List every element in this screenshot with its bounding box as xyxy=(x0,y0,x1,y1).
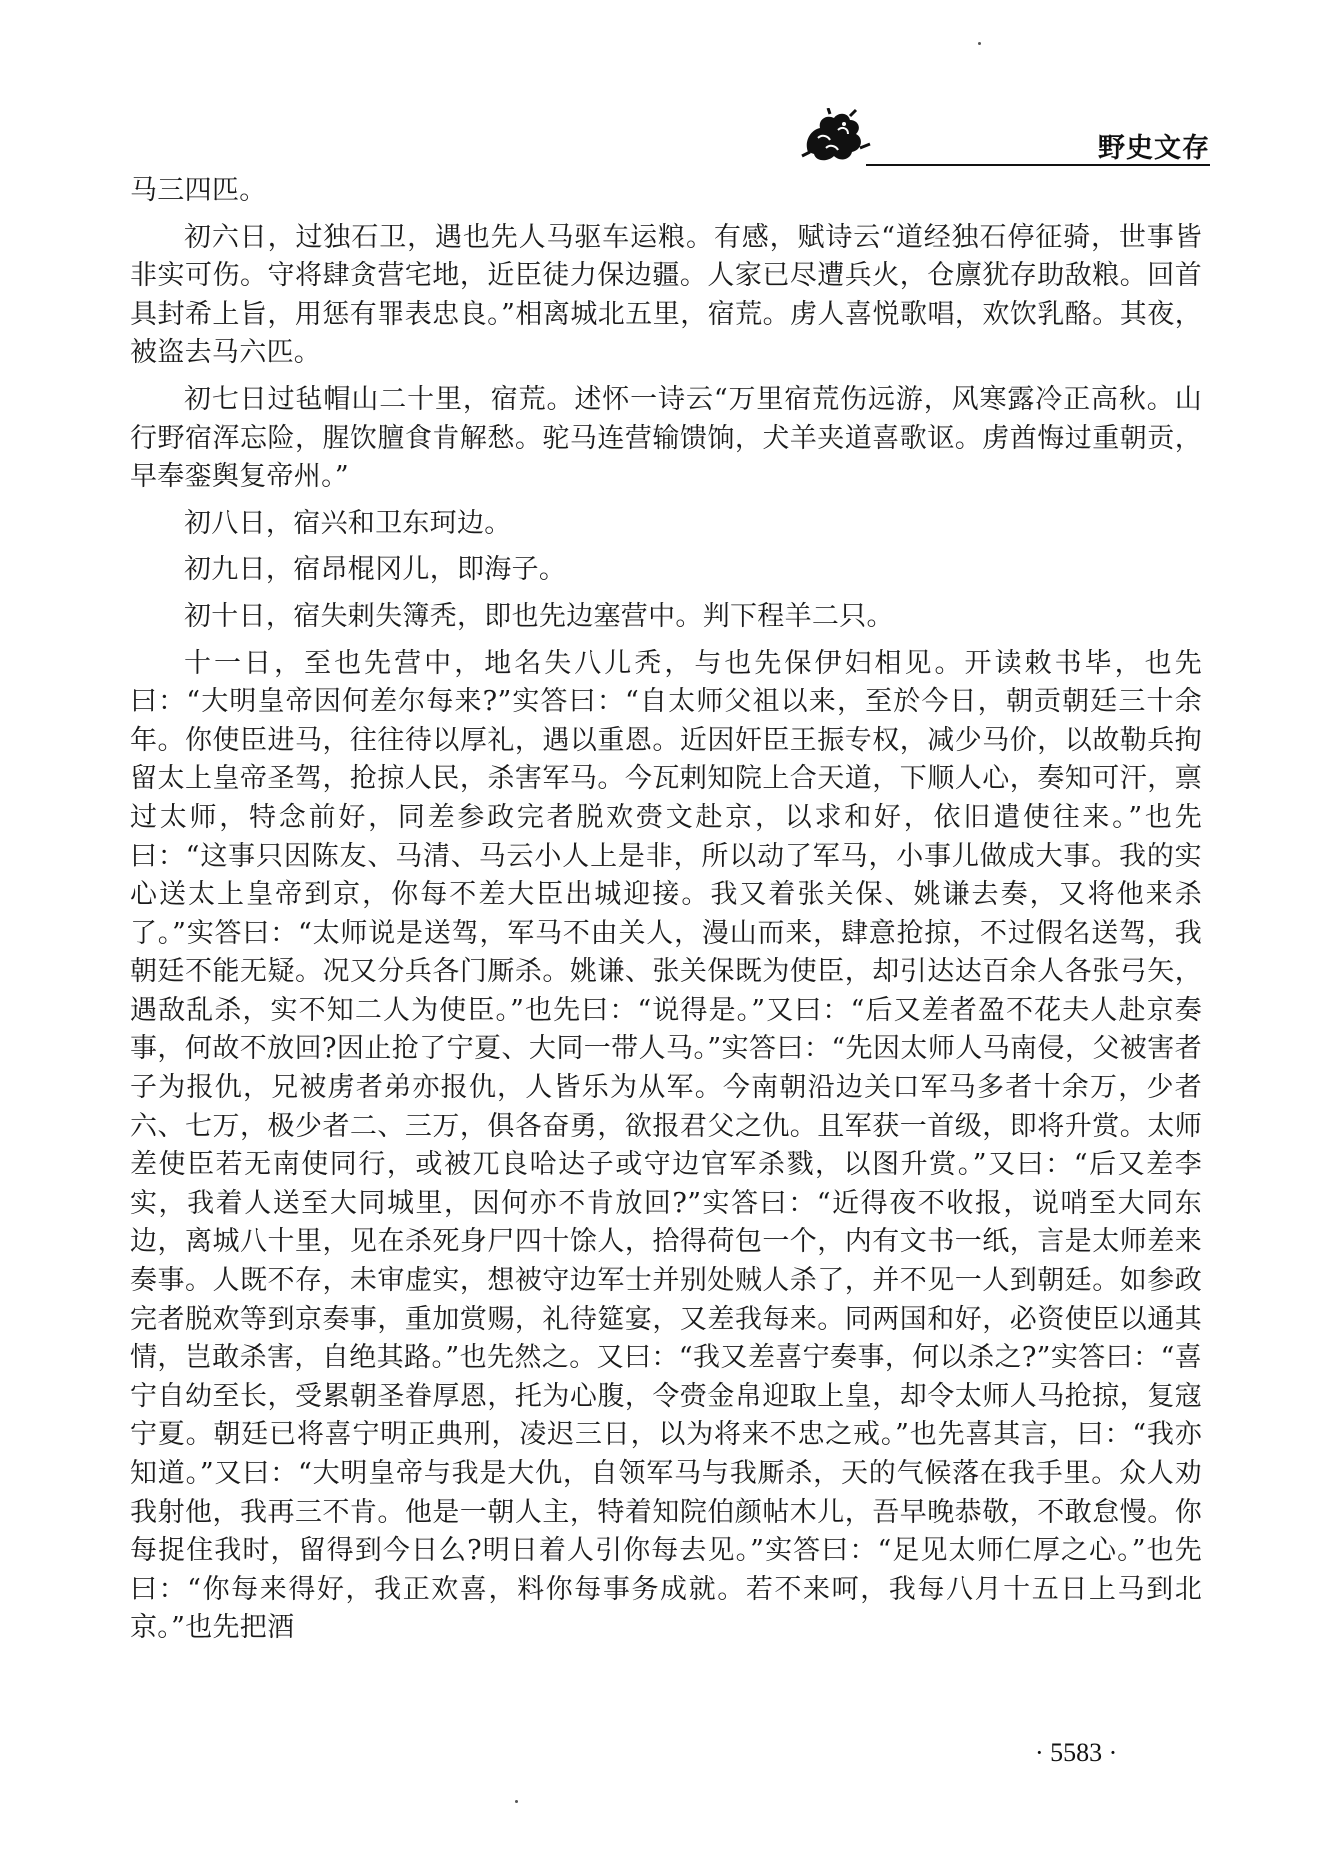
paragraph: 初六日，过独石卫，遇也先人马驱车运粮。有感，赋诗云“道经独石停征骑，世事皆非实可伤。守将肆贪营宅地，近臣徒力保边疆。人家已尽遭兵火，仓廪犹存助敌粮。回首具封希上旨，用惩有罪表忠良。”相离城北五里，宿荒。虏人喜悦歌唱，欢饮乳酪。其夜，被盗去马六匹。 xyxy=(130,221,1202,369)
paragraph: 初七日过毡帽山二十里，宿荒。述怀一诗云“万里宿荒伤远游，风寒露冷正高秋。山行野宿浑忘险，腥饮膻食肯解愁。驼马连营输馈饷，犬羊夹道喜歌讴。虏酋悔过重朝贡，早奉銮舆复帝州。” xyxy=(130,383,1202,493)
paragraph: 十一日，至也先营中，地名失八儿秃，与也先保伊妇相见。开读敕书毕，也先曰：“大明皇帝因何差尔每来?”实答曰：“自太师父祖以来，至於今日，朝贡朝廷三十余年。你使臣进马，往往待以厚礼，遇以重恩。近因奸臣王振专权，减少马价，以故勒兵拘留太上皇帝圣驾，抢掠人民，杀害军马。今瓦剌知院上合天道，下顺人心，奏知可汗，禀过太师，特念前好，同差参政完者脱欢赍文赴京，以求和好，依旧遣使往来。”也先曰：“这事只因陈友、马清、马云小人上是非，所以动了军马，小事儿做成大事。我的实心送太上皇帝到京，你每不差大臣出城迎接。我又着张关保、姚谦去奏，又将他来杀了。”实答曰：“太师说是送驾，军马不由关人，漫山而来，肆意抢掠，不过假名送驾，我朝廷不能无疑。况又分兵各门厮杀。姚谦、张关保既为使臣，却引达达百余人各张弓矢，遇敌乱杀，实不知二人为使臣。”也先曰：“说得是。”又曰：“后又差者盈不花夫人赴京奏事，何故不放回?因止抢了宁夏、大同一带人马。”实答曰：“先因太师人马南侵，父被害者子为报仇，兄被虏者弟亦报仇，人皆乐为从军。今南朝沿边关口军马多者十余万，少者六、七万，极少者二、三万，俱各奋勇，欲报君父之仇。且军获一首级，即将升赏。太师差使臣若无南使同行，或被兀良哈达子或守边官军杀戮，以图升赏。”又曰：“后又差李实，我着人送至大同城里，因何亦不肯放回?”实答曰：“近得夜不收报，说哨至大同东边，离城八十里，见在杀死身尸四十馀人，拾得荷包一个，内有文书一纸，言是太师差来奏事。人既不存，未审虚实，想被守边军士并别处贼人杀了，并不见一人到朝廷。如参政完者脱欢等到京奏事，重加赏赐，礼待筵宴，又差我每来。同两国和好，必资使臣以通其情，岂敢杀害，自绝其路。”也先然之。又曰：“我又差喜宁奏事，何以杀之?”实答曰：“喜宁自幼至长，受累朝圣眷厚恩，托为心腹，令赍金帛迎取上皇，却令太师人马抢掠，复寇宁夏。朝廷已将喜宁明正典刑，凌迟三日，以为将来不忠之戒。”也先喜其言，曰：“我亦知道。”又曰：“大明皇帝与我是大仇，自领军马与我厮杀，天的气候落在我手里。众人劝我射他，我再三不肯。他是一朝人主，特着知院伯颜帖木儿，吾早晚恭敬，不敢怠慢。你每捉住我时，留得到今日么?明日着人引你每去见。”实答曰：“足见太师仁厚之心。”也先曰：“你每来得好，我正欢喜，料你每事务成就。若不来呵，我每八月十五日上马到北京。”也先把酒 xyxy=(130,647,1202,1644)
header-rule xyxy=(866,164,1210,166)
scan-speck xyxy=(978,42,981,45)
page-number: · 5583 · xyxy=(1035,1738,1118,1767)
paragraph: 马三四匹。 xyxy=(130,175,267,206)
paragraph: 初八日，宿兴和卫东珂边。 xyxy=(184,507,512,539)
paragraph: 初十日，宿失剌失簿秃，即也先边塞营中。判下程羊二只。 xyxy=(184,600,894,632)
dragon-icon xyxy=(800,108,872,168)
paragraph: 初九日，宿昂棍冈儿，即海子。 xyxy=(184,554,567,586)
scan-speck xyxy=(515,1800,518,1803)
running-header xyxy=(800,108,1210,168)
series-title: 野史文存 xyxy=(1098,133,1210,164)
body-text xyxy=(130,172,1202,1648)
